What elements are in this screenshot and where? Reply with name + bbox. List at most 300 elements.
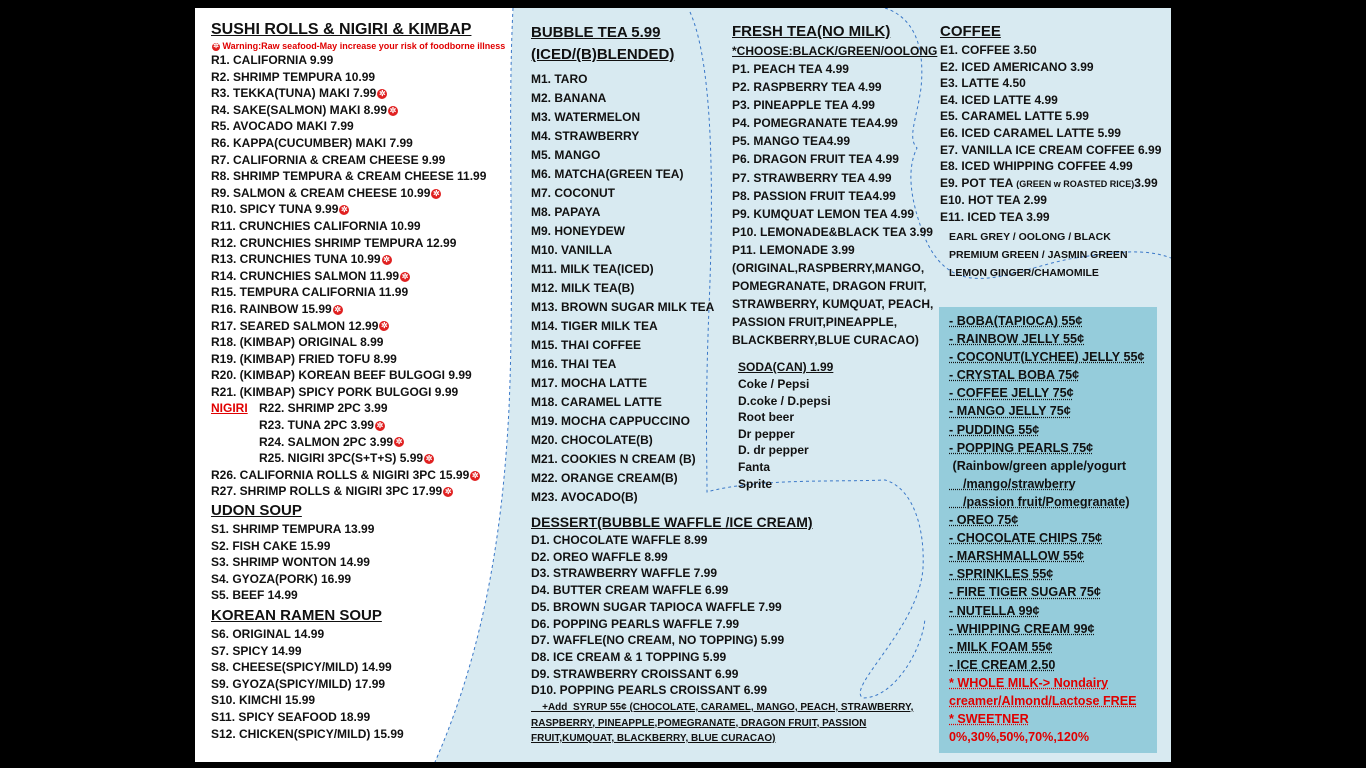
popping-flavor-line [949, 457, 1145, 475]
sushi-item-text: R1. CALIFORNIA 9.99 [211, 53, 334, 67]
bubble-tea-item-text: M14. TIGER MILK TEA [531, 319, 658, 333]
ramen-item-text: S9. GYOZA(SPICY/MILD) 17.99 [211, 676, 386, 691]
topping-item-text: - COCONUT(LYCHEE) JELLY 55¢ [949, 350, 1145, 365]
raw-seafood-icon: ✲ [433, 188, 440, 198]
topping-item-text: - CHOCOLATE CHIPS 75¢ [949, 531, 1103, 546]
topping-item-text: - FIRE TIGER SUGAR 75¢ [949, 585, 1101, 600]
bubble-tea-item [531, 222, 731, 241]
syrup-line [531, 700, 913, 716]
sushi-item-text: R12. CRUNCHIES SHRIMP TEMPURA 12.99 [211, 235, 457, 250]
milk-sweetener-note [949, 710, 1145, 728]
sushi-item [211, 284, 511, 301]
coffee-list-2 [940, 192, 1170, 225]
ramen-item [211, 643, 511, 660]
coffee-list [940, 42, 1170, 175]
bubble-tea-item-text: M21. COOKIES N CREAM (B) [531, 452, 696, 466]
tea-type-line-text: LEMON GINGER/CHAMOMILE [949, 266, 1099, 279]
bubble-tea-item [531, 127, 731, 146]
udon-title: UDON SOUP [211, 502, 302, 520]
topping-item [949, 312, 1145, 330]
raw-seafood-icon: ✲ [395, 437, 403, 447]
tea-type-line [949, 228, 1170, 246]
coffee-item [940, 108, 1170, 125]
topping-item [949, 384, 1145, 402]
fresh-tea-item [732, 295, 932, 313]
nigiri-item-text: R24. SALMON 2PC 3.99 [259, 434, 394, 449]
bubble-tea-item [531, 412, 731, 431]
topping-item-text: - OREO 75¢ [949, 513, 1019, 528]
combo-item-text: R26. CALIFORNIA ROLLS & NIGIRI 3PC 15.99 [211, 467, 470, 482]
udon-item [211, 538, 511, 555]
udon-item-text: S2. FISH CAKE 15.99 [211, 538, 331, 553]
dessert-item [531, 582, 913, 599]
bubble-tea-item [531, 70, 731, 89]
bubble-tea-item [531, 89, 731, 108]
sushi-item-text: R3. TEKKA(TUNA) MAKI 7.99 [211, 86, 377, 101]
bubble-tea-item-text: M1. TARO [531, 72, 588, 86]
dessert-item-text: D3. STRAWBERRY WAFFLE 7.99 [531, 566, 718, 581]
sushi-item [211, 69, 511, 86]
sushi-item-text: R14. CRUNCHIES SALMON 11.99 [211, 268, 400, 283]
topping-item [949, 366, 1145, 384]
dessert-item-text: D7. WAFFLE(NO CREAM, NO TOPPING) 5.99 [531, 633, 785, 648]
toppings-box [939, 307, 1157, 753]
ramen-item [211, 726, 511, 743]
menu-page [195, 8, 1171, 762]
bubble-tea-item [531, 298, 731, 317]
bubble-tea-item-text: M4. STRAWBERRY [531, 129, 640, 143]
combo-list [211, 467, 511, 500]
fresh-tea-item-text: P3. PINEAPPLE TEA 4.99 [732, 98, 875, 113]
topping-item [949, 547, 1145, 565]
coffee-item-text: E1. COFFEE 3.50 [940, 43, 1037, 57]
dessert-item-text: D4. BUTTER CREAM WAFFLE 6.99 [531, 583, 729, 598]
topping-item [949, 421, 1145, 439]
soda-item [738, 426, 833, 443]
sushi-section [211, 20, 511, 742]
fresh-tea-item-text: P10. LEMONADE&BLACK TEA 3.99 [732, 224, 933, 239]
bubble-tea-item [531, 203, 731, 222]
dessert-item [531, 599, 913, 616]
sushi-item [211, 235, 511, 252]
soda-item [738, 442, 833, 459]
topping-item-text: - POPPING PEARLS 75¢ [949, 440, 1094, 455]
nigiri-item [211, 417, 511, 434]
bubble-tea-item-text: M13. BROWN SUGAR MILK TEA [531, 300, 715, 314]
fresh-tea-item-text: P5. MANGO TEA4.99 [732, 134, 851, 149]
topping-item [949, 620, 1145, 638]
bubble-tea-item-text: M12. MILK TEA(B) [531, 281, 635, 295]
soda-title: SODA(CAN) 1.99 [738, 360, 834, 374]
fresh-tea-item [732, 150, 932, 168]
fresh-tea-item-text: P6. DRAGON FRUIT TEA 4.99 [732, 152, 899, 167]
sushi-item [211, 351, 511, 368]
soda-list [738, 376, 833, 492]
ramen-title: KOREAN RAMEN SOUP [211, 607, 382, 624]
sushi-item [211, 118, 511, 135]
dessert-item [531, 682, 913, 699]
topping-item-text: - MILK FOAM 55¢ [949, 639, 1053, 654]
bubble-tea-item [531, 184, 731, 203]
bubble-tea-item [531, 165, 731, 184]
fresh-tea-list [732, 60, 932, 350]
bubble-tea-section [531, 22, 731, 507]
syrup-line [531, 731, 913, 747]
fresh-tea-section [732, 22, 938, 350]
coffee-section [940, 22, 1170, 282]
coffee-item-text: E7. VANILLA ICE CREAM COFFEE 6.99 [940, 142, 1162, 157]
sushi-item-text: R9. SALMON & CREAM CHEESE 10.99 [211, 185, 431, 200]
milk-sweetener-note [949, 692, 1145, 710]
fresh-tea-item-text: P11. LEMONADE 3.99 [732, 242, 855, 257]
soda-item-text: Sprite [738, 476, 773, 491]
topping-item [949, 402, 1145, 420]
raw-seafood-icon: ✲ [376, 420, 384, 430]
topping-item [949, 330, 1145, 348]
bubble-tea-item-text: M15. THAI COFFEE [531, 338, 642, 352]
coffee-item [940, 142, 1170, 159]
tea-type-line-text: EARL GREY / OOLONG / BLACK [949, 230, 1111, 243]
soda-item-text: D. dr pepper [738, 443, 809, 458]
popping-flavor-line-text: (Rainbow/green apple/yogurt [949, 458, 1127, 473]
bubble-tea-item [531, 355, 731, 374]
syrup-line-text: +Add SYRUP 55¢ (CHOCOLATE, CARAMEL, MANGO, PEACH, STRAWBERRY, [531, 702, 914, 714]
tea-type-line [949, 246, 1170, 264]
coffee-item [940, 125, 1170, 142]
coffee-item [940, 192, 1170, 209]
dessert-item-text: D10. POPPING PEARLS CROISSANT 6.99 [531, 683, 768, 698]
raw-warning [211, 40, 511, 52]
udon-item-text: S4. GYOZA(PORK) 16.99 [211, 571, 352, 586]
coffee-item-text: E4. ICED LATTE 4.99 [940, 92, 1058, 107]
sushi-item-text: R20. (KIMBAP) KOREAN BEEF BULGOGI 9.99 [211, 368, 472, 383]
soda-item-text: Root beer [738, 410, 795, 425]
fresh-tea-subtitle: *CHOOSE:BLACK/GREEN/OOLONG [732, 44, 938, 58]
sushi-item-text: R17. SEARED SALMON 12.99 [211, 318, 379, 333]
sushi-item [211, 168, 511, 185]
nigiri-item-text: R23. TUNA 2PC 3.99 [259, 418, 374, 433]
dessert-item-text: D8. ICE CREAM & 1 TOPPING 5.99 [531, 649, 727, 664]
popping-flavor-line-text: /mango/strawberry [949, 476, 1076, 491]
coffee-title: COFFEE [940, 23, 1001, 40]
sushi-item-text: R7. CALIFORNIA & CREAM CHEESE 9.99 [211, 152, 446, 167]
topping-item-text: - CRYSTAL BOBA 75¢ [949, 368, 1080, 383]
milk-sweetener-note-text: * WHOLE MILK-> Nondairy [949, 675, 1109, 690]
ramen-item-text: S11. SPICY SEAFOOD 18.99 [211, 709, 371, 724]
milk-sweetener-note-text: 0%,30%,50%,70%,120% [949, 730, 1090, 745]
topping-item-text: - WHIPPING CREAM 99¢ [949, 621, 1095, 636]
fresh-tea-item-text: (ORIGINAL,RASPBERRY,MANGO, [732, 261, 925, 276]
fresh-tea-item [732, 114, 932, 132]
udon-item-text: S3. SHRIMP WONTON 14.99 [211, 555, 370, 570]
sushi-item-text: R18. (KIMBAP) ORIGINAL 8.99 [211, 335, 384, 350]
sushi-item [211, 251, 511, 268]
coffee-item [940, 209, 1170, 226]
coffee-item [940, 158, 1170, 175]
fresh-tea-item-text: POMEGRANATE, DRAGON FRUIT, [732, 279, 927, 294]
udon-item [211, 587, 511, 604]
milk-sweetener-note [949, 728, 1145, 746]
sushi-item-text: R6. KAPPA(CUCUMBER) MAKI 7.99 [211, 135, 413, 150]
ramen-item-text: S7. SPICY 14.99 [211, 643, 302, 658]
fresh-tea-item-text: STRAWBERRY, KUMQUAT, PEACH, [732, 297, 934, 312]
bubble-tea-item-text: M18. CARAMEL LATTE [531, 395, 662, 409]
raw-seafood-icon: ✲ [401, 271, 409, 281]
coffee-item [940, 92, 1170, 109]
raw-seafood-icon: ✲ [383, 254, 390, 264]
raw-seafood-icon: ✲ [389, 105, 397, 115]
dessert-item-text: D2. OREO WAFFLE 8.99 [531, 549, 668, 564]
bubble-tea-item-text: M2. BANANA [531, 91, 607, 105]
syrup-line [531, 716, 913, 732]
udon-item [211, 571, 511, 588]
nigiri-item-text: R22. SHRIMP 2PC 3.99 [259, 401, 388, 416]
fresh-tea-item-text: P7. STRAWBERRY TEA 4.99 [732, 170, 892, 185]
topping-item [949, 439, 1145, 457]
sushi-item [211, 384, 511, 401]
sushi-item [211, 268, 511, 285]
bubble-tea-item-text: M19. MOCHA CAPPUCCINO [531, 414, 690, 428]
fresh-tea-item [732, 96, 932, 114]
udon-item [211, 554, 511, 571]
sushi-item [211, 301, 511, 318]
nigiri-list [211, 400, 511, 466]
topping-item-text: - MARSHMALLOW 55¢ [949, 549, 1085, 564]
sushi-item [211, 135, 511, 152]
popping-flavor-line [949, 475, 1145, 493]
topping-item-text: - SPRINKLES 55¢ [949, 567, 1054, 582]
topping-item-text: - NUTELLA 99¢ [949, 603, 1040, 618]
bubble-tea-item [531, 317, 731, 336]
bubble-tea-title: BUBBLE TEA 5.99 [531, 24, 661, 41]
sushi-item [211, 85, 511, 102]
fresh-tea-item [732, 331, 932, 349]
dessert-item [531, 532, 913, 549]
raw-warning-text: Warning:Raw seafood-May increase your risk of foodborne illness [222, 41, 506, 51]
topping-item [949, 638, 1145, 656]
fresh-tea-item [732, 60, 932, 78]
sushi-item-text: R8. SHRIMP TEMPURA & CREAM CHEESE 11.99 [211, 169, 487, 184]
bubble-tea-item [531, 450, 731, 469]
dessert-section [531, 512, 913, 747]
bubble-tea-item [531, 374, 731, 393]
sushi-item-text: R16. RAINBOW 15.99 [211, 301, 332, 316]
raw-seafood-icon: ✲ [444, 487, 452, 497]
coffee-item-text: E10. HOT TEA 2.99 [940, 193, 1047, 208]
bubble-tea-item [531, 336, 731, 355]
bubble-tea-item-text: M9. HONEYDEW [531, 224, 626, 238]
soda-item [738, 459, 833, 476]
combo-item [211, 483, 511, 500]
topping-item [949, 583, 1145, 601]
raw-seafood-icon: ✲ [379, 89, 386, 99]
tea-types [940, 228, 1170, 282]
bubble-tea-item-text: M10. VANILLA [531, 243, 613, 257]
bubble-tea-item [531, 146, 731, 165]
topping-item-text: - PUDDING 55¢ [949, 422, 1040, 437]
sushi-item [211, 334, 511, 351]
bubble-tea-item-text: M3. WATERMELON [531, 110, 641, 124]
milk-sweetener-note-text: creamer/Almond/Lactose FREE [949, 693, 1137, 708]
bubble-tea-item-text: M5. MANGO [531, 148, 601, 162]
bubble-tea-item-text: M23. AVOCADO(B) [531, 490, 638, 504]
fresh-tea-item [732, 259, 932, 277]
fresh-tea-item [732, 132, 932, 150]
sushi-item-text: R4. SAKE(SALMON) MAKI 8.99 [211, 102, 388, 117]
fresh-tea-item-text: P8. PASSION FRUIT TEA4.99 [732, 188, 896, 203]
dessert-list [531, 532, 913, 699]
bubble-tea-list [531, 70, 731, 507]
toppings-list [949, 312, 1145, 746]
raw-seafood-icon: ✲ [381, 321, 388, 331]
ramen-item [211, 659, 511, 676]
fresh-tea-item-text: PASSION FRUIT,PINEAPPLE, [732, 315, 898, 330]
ramen-list [211, 626, 511, 742]
fresh-tea-item [732, 205, 932, 223]
fresh-tea-item [732, 241, 932, 259]
raw-seafood-icon: ✲ [425, 454, 433, 464]
coffee-item [940, 59, 1170, 76]
topping-item [949, 565, 1145, 583]
sushi-list [211, 52, 511, 400]
udon-item [211, 521, 511, 538]
syrup-note [531, 700, 913, 747]
topping-item [949, 529, 1145, 547]
syrup-line-text: FRUIT,KUMQUAT, BLACKBERRY, BLUE CURACAO) [531, 733, 776, 745]
popping-flavor-line [949, 493, 1145, 511]
sushi-item [211, 52, 511, 69]
nigiri-label: NIGIRI [211, 401, 248, 416]
bubble-tea-item-text: M11. MILK TEA(ICED) [531, 262, 654, 276]
dessert-item-text: D9. STRAWBERRY CROISSANT 6.99 [531, 666, 739, 681]
fresh-tea-item-text: BLACKBERRY,BLUE CURACAO) [732, 333, 919, 348]
combo-item-text: R27. SHRIMP ROLLS & NIGIRI 3PC 17.99 [211, 484, 443, 499]
sushi-item [211, 152, 511, 169]
sushi-item [211, 367, 511, 384]
syrup-line-text: RASPBERRY, PINEAPPLE,POMEGRANATE, DRAGON FRUIT, PASSION [531, 717, 867, 729]
fresh-tea-item-text: P2. RASPBERRY TEA 4.99 [732, 80, 882, 95]
milk-sweetener-note [949, 674, 1145, 692]
raw-seafood-icon: ✲ [341, 205, 348, 215]
bubble-tea-item-text: M6. MATCHA(GREEN TEA) [531, 167, 684, 181]
soda-item [738, 409, 833, 426]
bubble-tea-item [531, 393, 731, 412]
bubble-tea-item [531, 241, 731, 260]
fresh-tea-item [732, 169, 932, 187]
bubble-tea-item-text: M8. PAPAYA [531, 205, 601, 219]
sushi-item-text: R10. SPICY TUNA 9.99 [211, 202, 339, 217]
fresh-tea-item [732, 277, 932, 295]
bubble-tea-item [531, 469, 731, 488]
fresh-tea-item [732, 313, 932, 331]
bubble-tea-item-text: M17. MOCHA LATTE [531, 376, 647, 390]
topping-item [949, 511, 1145, 529]
topping-item-text: - BOBA(TAPIOCA) 55¢ [949, 314, 1083, 328]
bubble-tea-item-text: M20. CHOCOLATE(B) [531, 433, 653, 447]
sushi-item [211, 102, 511, 119]
dessert-item-text: D6. POPPING PEARLS WAFFLE 7.99 [531, 616, 740, 631]
sushi-title: SUSHI ROLLS & NIGIRI & KIMBAP [211, 21, 472, 38]
sushi-item [211, 218, 511, 235]
fresh-tea-item-text: P9. KUMQUAT LEMON TEA 4.99 [732, 206, 915, 221]
soda-item [738, 393, 833, 410]
fresh-tea-item [732, 223, 932, 241]
bubble-tea-item-text: M7. COCONUT [531, 186, 615, 200]
ramen-item [211, 709, 511, 726]
sushi-item-text: R11. CRUNCHIES CALIFORNIA 10.99 [211, 218, 421, 233]
soda-section [738, 359, 833, 492]
bubble-tea-subtitle: (ICED/(B)BLENDED) [531, 46, 675, 63]
ramen-item-text: S6. ORIGINAL 14.99 [211, 627, 325, 641]
bubble-tea-item [531, 260, 731, 279]
ramen-item [211, 692, 511, 709]
fresh-tea-item-text: P4. POMEGRANATE TEA4.99 [732, 116, 898, 131]
bubble-tea-item-text: M22. ORANGE CREAM(B) [531, 471, 678, 485]
dessert-title: DESSERT(BUBBLE WAFFLE /ICE CREAM) [531, 514, 813, 530]
coffee-item-e9: E9. POT TEA (GREEN w ROASTED RICE)3.99 [940, 175, 1158, 190]
fresh-tea-title: FRESH TEA(NO MILK) [732, 23, 891, 40]
topping-item [949, 348, 1145, 366]
topping-item-text: - COFFEE JELLY 75¢ [949, 386, 1074, 401]
bubble-tea-item-text: M16. THAI TEA [531, 357, 617, 371]
nigiri-item [211, 400, 511, 417]
dessert-item-text: D1. CHOCOLATE WAFFLE 8.99 [531, 533, 708, 547]
soda-item [738, 476, 833, 493]
tea-type-line [949, 264, 1170, 282]
sushi-item-text: R13. CRUNCHIES TUNA 10.99 [211, 252, 381, 267]
ramen-item [211, 676, 511, 693]
bubble-tea-item [531, 431, 731, 450]
fresh-tea-item [732, 78, 932, 96]
topping-item [949, 602, 1145, 620]
nigiri-item [211, 434, 511, 451]
topping-item-text: - RAINBOW JELLY 55¢ [949, 332, 1085, 347]
tea-type-line-text: PREMIUM GREEN / JASMIN GREEN [949, 248, 1128, 261]
sushi-item-text: R2. SHRIMP TEMPURA 10.99 [211, 69, 376, 84]
bubble-tea-item [531, 488, 731, 507]
combo-item [211, 467, 511, 484]
sushi-item [211, 201, 511, 218]
soda-item-text: Dr pepper [738, 426, 795, 441]
dessert-item [531, 549, 913, 566]
popping-flavor-line-text: /passion fruit/Pomegranate) [949, 494, 1130, 509]
ramen-item-text: S12. CHICKEN(SPICY/MILD) 15.99 [211, 726, 404, 741]
topping-item [949, 656, 1145, 674]
udon-item-text: S5. BEEF 14.99 [211, 588, 298, 603]
ramen-item-text: S8. CHEESE(SPICY/MILD) 14.99 [211, 660, 392, 675]
soda-item-text: Coke / Pepsi [738, 377, 810, 391]
sushi-item-text: R5. AVOCADO MAKI 7.99 [211, 119, 354, 134]
coffee-item-text: E5. CARAMEL LATTE 5.99 [940, 109, 1089, 124]
udon-list [211, 521, 511, 604]
sushi-item [211, 318, 511, 335]
nigiri-item-text: R25. NIGIRI 3PC(S+T+S) 5.99 [259, 451, 424, 466]
ramen-item-text: S10. KIMCHI 15.99 [211, 693, 316, 708]
coffee-item-text: E2. ICED AMERICANO 3.99 [940, 59, 1094, 74]
bubble-tea-item [531, 279, 731, 298]
fresh-tea-item [732, 187, 932, 205]
dessert-item [531, 666, 913, 683]
soda-item-text: Fanta [738, 459, 771, 474]
coffee-item [940, 42, 1170, 59]
coffee-item [940, 75, 1170, 92]
coffee-item-text: E8. ICED WHIPPING COFFEE 4.99 [940, 159, 1133, 174]
raw-warning-icon: ✲ [213, 42, 219, 50]
topping-item-text: - MANGO JELLY 75¢ [949, 404, 1071, 419]
dessert-item-text: D5. BROWN SUGAR TAPIOCA WAFFLE 7.99 [531, 599, 782, 614]
raw-seafood-icon: ✲ [334, 304, 342, 314]
sushi-item-text: R21. (KIMBAP) SPICY PORK BULGOGI 9.99 [211, 384, 459, 399]
